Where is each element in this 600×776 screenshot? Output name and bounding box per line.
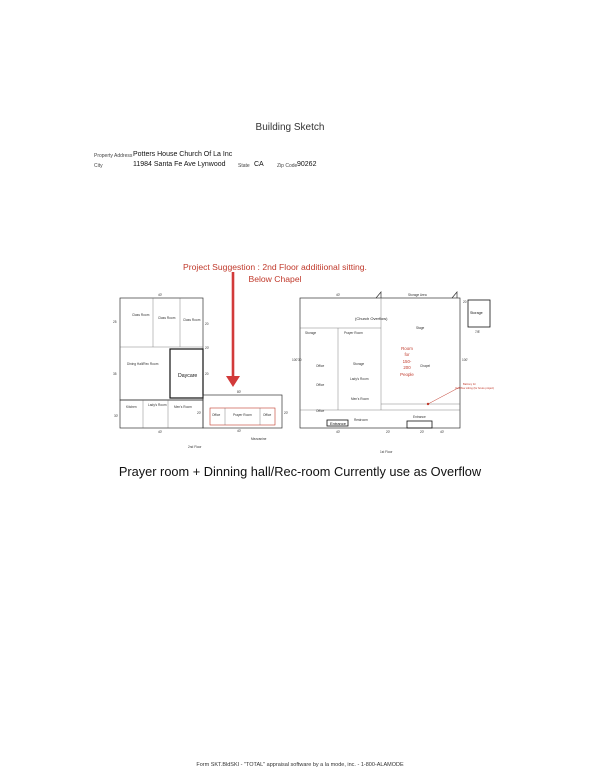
dim-label: 80' — [237, 390, 242, 394]
suggestion-line-2: Below Chapel — [248, 274, 302, 284]
dim-label: 40' — [158, 430, 163, 434]
red-note-line: 200 — [403, 365, 411, 371]
entrance-label: Entrance — [330, 421, 347, 426]
edge-label: 20 — [463, 300, 467, 304]
page-title: Building Sketch — [255, 122, 325, 133]
left-room-label: Lady's Room — [148, 403, 167, 407]
left-room-label: Dining Hall/Rec Room — [127, 362, 159, 366]
left-room-label: Office — [212, 413, 221, 417]
right-room-label: Chapel — [420, 364, 431, 368]
storage-box-label: Storage — [470, 311, 483, 315]
red-note-line: 150- — [402, 358, 412, 364]
state-value: CA — [254, 161, 264, 168]
left-room-label: Class Room — [132, 313, 150, 317]
footer: Form SKT.BldSKI - "TOTAL" appraisal software by a la mode, inc. - 1-800-ALAMODE — [196, 762, 404, 768]
property-address-label: Property Address — [94, 153, 133, 159]
left-room-label: Office — [263, 413, 272, 417]
left-room-label: Men's Room — [174, 405, 192, 409]
edge-label: 25 — [113, 320, 117, 324]
right-room-label: Office — [316, 383, 325, 387]
red-note — [400, 346, 414, 378]
dim-label: 20' — [205, 346, 210, 350]
dim-label: 20' — [420, 430, 425, 434]
dim-label: 40' — [336, 293, 341, 297]
right-room-label: Lady's Room — [350, 377, 369, 381]
left-room-label: Kitchen — [126, 405, 137, 409]
zip-label: Zip Code — [277, 163, 298, 169]
right-room-label: Storage — [353, 362, 365, 366]
caption: Prayer room + Dinning hall/Rec-room Currently use as Overflow — [118, 464, 482, 479]
edge-label: 20 — [205, 372, 209, 376]
left-room-label: Class Room — [158, 316, 176, 320]
right-room-label: Storage — [305, 331, 317, 335]
edge-label: 30 — [298, 358, 302, 362]
left-room-label: Class Room — [183, 318, 201, 322]
dim-label: 40' — [440, 430, 445, 434]
floor-label: 1st Floor — [380, 450, 393, 454]
suggestion-line-1: Project Suggestion : 2nd Floor additiional sitting. — [183, 262, 367, 272]
red-note-line: People — [400, 371, 414, 377]
property-address-value: Potters House Church Of La Inc — [133, 151, 233, 158]
right-room-label: Office — [316, 409, 325, 413]
right-room-label: Storage Area — [408, 293, 427, 297]
right-room-label: Entrance — [413, 415, 426, 419]
dim-label: 100' — [292, 358, 298, 362]
city-label: City — [94, 163, 103, 169]
edge-label: 35 — [113, 372, 117, 376]
right-room-label: Stage — [416, 326, 425, 330]
right-room-label: Office — [316, 364, 325, 368]
mezzanine-label: Mezzanine — [251, 437, 267, 441]
dim-label: 40' — [336, 430, 341, 434]
daycare-label: Daycare — [178, 373, 198, 379]
red-note-line: for — [404, 352, 410, 358]
edge-label: 20 — [205, 322, 209, 326]
floor-label: 2nd Floor — [188, 445, 202, 449]
church-overflow-label: (Church Overflow) — [355, 316, 388, 321]
red-note-line: Room — [401, 346, 413, 351]
right-room-label: Men's Room — [351, 397, 369, 401]
dim-label: 100' — [462, 358, 468, 362]
city-value: 11984 Santa Fe Ave Lynwood — [133, 161, 226, 168]
side-note: Balcony for — [463, 383, 476, 386]
zip-value: 90262 — [297, 161, 317, 168]
dim-label: 20' — [197, 411, 202, 415]
state-label: State — [238, 163, 250, 169]
right-room-label: Restroom — [354, 418, 368, 422]
dim-label: 20' — [284, 411, 289, 415]
left-room-label: Prayer Room — [233, 413, 252, 417]
dim-label: 20' — [386, 430, 391, 434]
dim-label: 40' — [237, 429, 242, 433]
right-room-label: Prayer Room — [344, 331, 363, 335]
dim-label: 30' — [114, 414, 119, 418]
side-note-2: Overflow sitting (for future project) — [455, 387, 495, 390]
small-box-dim: 7/8' — [475, 330, 481, 334]
dim-label: 40' — [158, 293, 163, 297]
